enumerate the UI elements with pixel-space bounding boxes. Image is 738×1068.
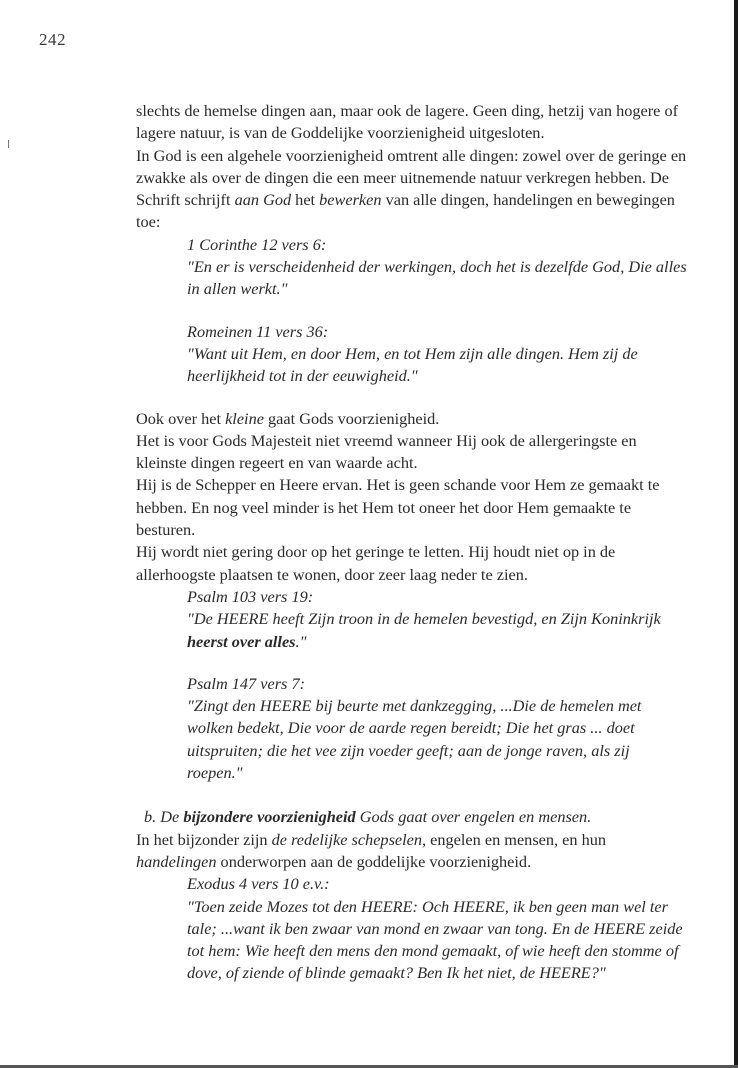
page-body [136, 100, 689, 985]
page-number: 242 [39, 30, 66, 49]
quote-1-text: "En er is verscheidenheid der werkingen, doch het is dezelfde God, Die alles in allen werkt." [187, 257, 687, 299]
quote-5-text: "Toen zeide Mozes tot den HEERE: Och HEERE, ik ben geen man wel ter tale; ...want ik ben zwaar van mond en zwaar van tong. En de HEERE zeide tot hem: Wie heeft den mens den mond gemaakt, of wie heeft den stomme of dove, of ziende of blinde gemaakt? Ben Ik het niet, de HEERE?" [187, 896, 683, 983]
quote-4-reference: Psalm 147 vers 7: [187, 673, 306, 693]
quote-4-text: "Zingt den HEERE bij beurte met dankzegging, ...Die de hemelen met wolken bedekt, Die voor de aarde regen bereidt; Die het gras ... doet uitspruiten; die het vee zijn voeder geeft; aan de jonge raven, als zij roepen." [187, 696, 642, 783]
paragraph-5: Hij is de Schepper en Heere ervan. Het is geen schande voor Hem ze gemaakt te hebben. En nog veel minder is het Hem tot oneer het door Hem gemaakte te besturen. [136, 475, 660, 540]
page-edge-shadow [734, 0, 738, 1068]
paragraph-6: Hij wordt niet gering door op het geringe te letten. Hij houdt niet op in de allerhoogste plaatsen te wonen, door zeer laag neder te zien. [136, 542, 616, 584]
paragraph-4: Het is voor Gods Majesteit niet vreemd wanneer Hij ook de allergeringste en kleinste dingen regeert en van waarde acht. [136, 430, 637, 473]
quote-5-reference: Exodus 4 vers 10 e.v.: [187, 874, 330, 894]
quote-2-text: "Want uit Hem, en door Hem, en tot Hem zijn alle dingen. Hem zij de heerlijkheid tot in der eeuwigheid." [187, 343, 638, 386]
quote-2-reference: Romeinen 11 vers 36: [187, 321, 329, 341]
paragraph-3: Ook over het kleine gaat Gods voorzienigheid. [136, 408, 440, 428]
margin-mark [8, 140, 9, 148]
section-b-heading: b. De bijzondere voorzienigheid Gods gaat over engelen en mensen. [144, 807, 592, 827]
quote-3-reference: Psalm 103 vers 19: [187, 586, 314, 606]
paragraph-1: slechts de hemelse dingen aan, maar ook de lagere. Geen ding, hetzij van hogere of lagere natuur, is van de Goddelijke voorzienigheid uitgesloten. [136, 101, 679, 143]
quote-1-reference: 1 Corinthe 12 vers 6: [187, 234, 327, 254]
paragraph-2: In God is een algehele voorzienigheid omtrent alle dingen: zowel over de geringe en zwakke als over de dingen die een meer uitnemende natuur verkregen hebben. De Schrift schrijft aan God het bewerken van alle dingen, handelingen en bewegingen toe: [136, 145, 687, 232]
quote-3-text: "De HEERE heeft Zijn troon in de hemelen bevestigd, en Zijn Koninkrijk heerst over alles." [187, 609, 661, 651]
paragraph-7: In het bijzonder zijn de redelijke schepselen, engelen en mensen, en hun handelingen onderworpen aan de goddelijke voorzienigheid. [136, 829, 607, 871]
